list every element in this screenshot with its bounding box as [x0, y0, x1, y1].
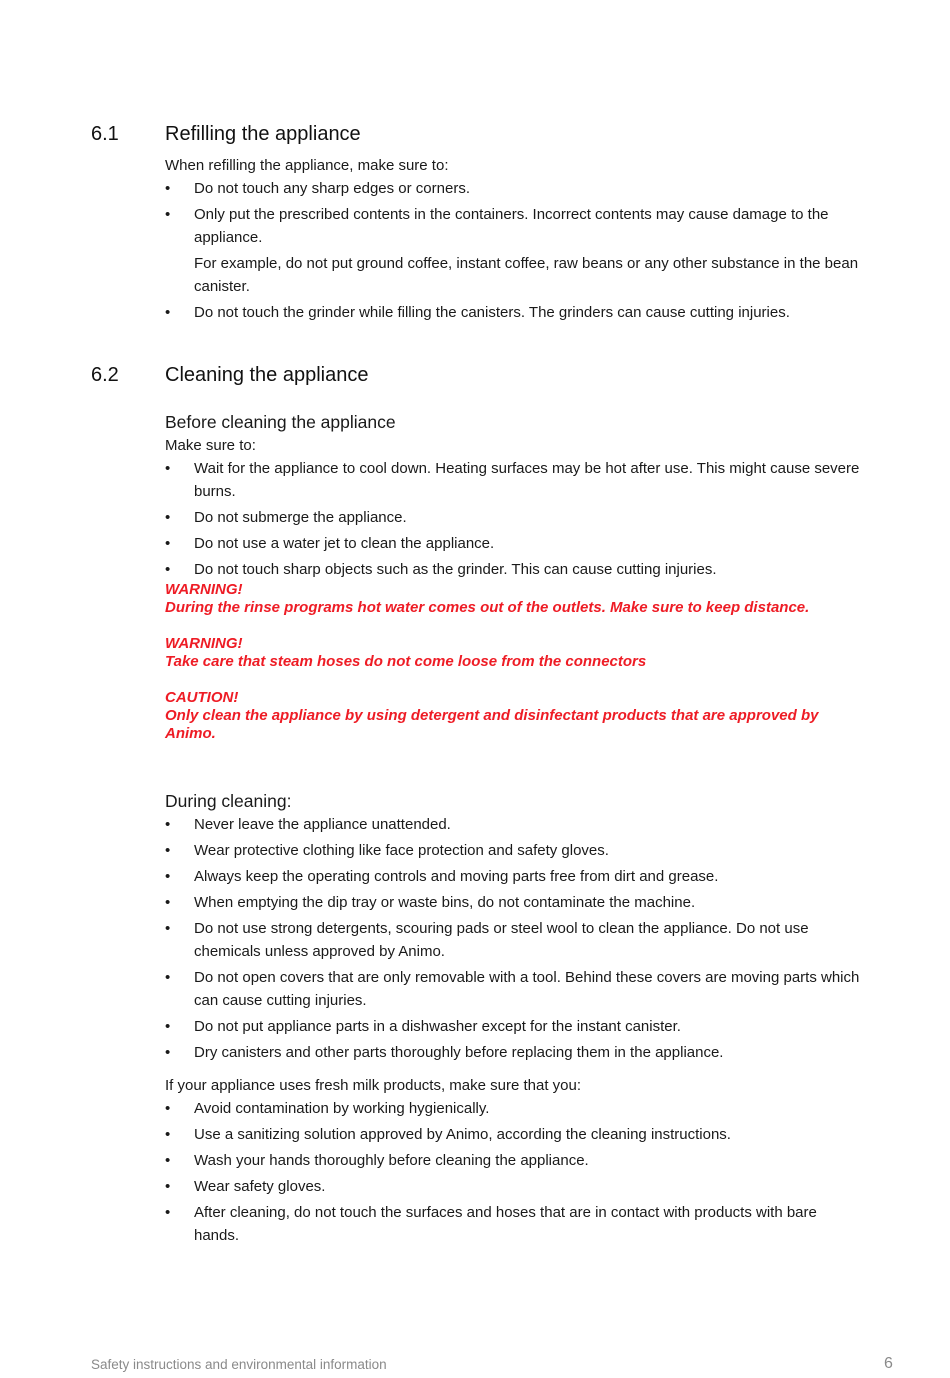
- footer-text: Safety instructions and environmental information: [91, 1357, 387, 1372]
- list-item: • Do not use strong detergents, scouring pads or steel wool to clean the appliance. Do not use chemicals unless approved by Animo.: [165, 917, 865, 963]
- list-item: • Wear protective clothing like face protection and safety gloves.: [165, 839, 865, 862]
- bullet-icon: •: [165, 304, 171, 321]
- caution-label: CAUTION!: [165, 689, 239, 706]
- intro-text: When refilling the appliance, make sure to:: [165, 157, 449, 174]
- subheading-before-cleaning: Before cleaning the appliance: [165, 412, 396, 432]
- bullet-list: [165, 457, 865, 581]
- bullet-icon: •: [165, 868, 171, 885]
- caution-text: Only clean the appliance by using detergent and disinfectant products that are approved by Animo.: [165, 707, 819, 742]
- list-item: • Wear safety gloves.: [165, 1175, 865, 1198]
- bullet-list: [165, 813, 865, 1064]
- bullet-list: [165, 1097, 865, 1247]
- list-item: • After cleaning, do not touch the surfaces and hoses that are in contact with products with bare hands.: [165, 1201, 865, 1247]
- warning-notice: [165, 581, 855, 617]
- bullet-icon: •: [165, 1152, 171, 1169]
- section-title: Refilling the appliance: [165, 123, 361, 145]
- subheading-during-cleaning: During cleaning:: [165, 791, 292, 811]
- warnings-block: [165, 581, 855, 743]
- list-item: • Always keep the operating controls and moving parts free from dirt and grease.: [165, 865, 865, 888]
- list-item: • Do not use a water jet to clean the appliance.: [165, 532, 865, 555]
- section-heading-6-2: [91, 363, 369, 387]
- section-heading-6-1: [91, 122, 361, 146]
- section-6-2-milk: [165, 1074, 865, 1250]
- bullet-icon: •: [165, 535, 171, 552]
- bullet-icon: •: [165, 1178, 171, 1195]
- list-item: • Do not touch sharp objects such as the grinder. This can cause cutting injuries.: [165, 558, 865, 581]
- bullet-icon: •: [165, 206, 171, 223]
- bullet-icon: •: [165, 842, 171, 859]
- list-item: • Do not submerge the appliance.: [165, 506, 865, 529]
- list-item: • Never leave the appliance unattended.: [165, 813, 865, 836]
- warning-label: WARNING!: [165, 581, 243, 598]
- section-number: 6.2: [91, 364, 119, 386]
- bullet-icon: •: [165, 816, 171, 833]
- list-item: • Wait for the appliance to cool down. Heating surfaces may be hot after use. This might cause severe burns.: [165, 457, 865, 503]
- section-6-2-during: [165, 789, 865, 1067]
- bullet-icon: •: [165, 1044, 171, 1061]
- bullet-icon: •: [165, 1204, 171, 1221]
- list-item: • Wash your hands thoroughly before cleaning the appliance.: [165, 1149, 865, 1172]
- bullet-icon: •: [165, 920, 171, 937]
- warning-text: During the rinse programs hot water comes out of the outlets. Make sure to keep distance.: [165, 599, 810, 616]
- intro-text: If your appliance uses fresh milk products, make sure that you:: [165, 1077, 582, 1094]
- bullet-icon: •: [165, 1126, 171, 1143]
- bullet-icon: •: [165, 1018, 171, 1035]
- list-item: • Do not open covers that are only removable with a tool. Behind these covers are moving parts which can cause cutting injuries.: [165, 966, 865, 1012]
- page-number: 6: [884, 1355, 893, 1372]
- list-item: • Do not put appliance parts in a dishwasher except for the instant canister.: [165, 1015, 865, 1038]
- list-item: • Use a sanitizing solution approved by Animo, according the cleaning instructions.: [165, 1123, 865, 1146]
- caution-notice: [165, 689, 855, 743]
- bullet-icon: •: [165, 969, 171, 986]
- list-item: • Do not touch any sharp edges or corners.: [165, 177, 865, 200]
- section-6-1-body: [165, 154, 865, 327]
- section-6-2-before: [165, 410, 865, 584]
- section-title: Cleaning the appliance: [165, 364, 369, 386]
- bullet-icon: •: [165, 460, 171, 477]
- bullet-icon: •: [165, 894, 171, 911]
- bullet-icon: •: [165, 561, 171, 578]
- list-item: • Do not touch the grinder while filling the canisters. The grinders can cause cutting injuries.: [165, 301, 865, 324]
- warning-notice: [165, 635, 855, 671]
- list-item: • When emptying the dip tray or waste bins, do not contaminate the machine.: [165, 891, 865, 914]
- list-item-note: For example, do not put ground coffee, instant coffee, raw beans or any other substance in the bean canister.: [194, 255, 859, 295]
- bullet-list: [165, 177, 865, 324]
- intro-text: Make sure to:: [165, 437, 256, 454]
- warning-text: Take care that steam hoses do not come loose from the connectors: [165, 653, 647, 670]
- bullet-icon: •: [165, 180, 171, 197]
- warning-label: WARNING!: [165, 635, 243, 652]
- list-item: • Only put the prescribed contents in the containers. Incorrect contents may cause damage to the appliance. For example, do not put ground coffee, instant coffee, raw beans or any other substance in the bean canister.: [165, 203, 865, 298]
- bullet-icon: •: [165, 509, 171, 526]
- bullet-icon: •: [165, 1100, 171, 1117]
- list-item: • Avoid contamination by working hygienically.: [165, 1097, 865, 1120]
- section-number: 6.1: [91, 123, 119, 145]
- list-item: • Dry canisters and other parts thoroughly before replacing them in the appliance.: [165, 1041, 865, 1064]
